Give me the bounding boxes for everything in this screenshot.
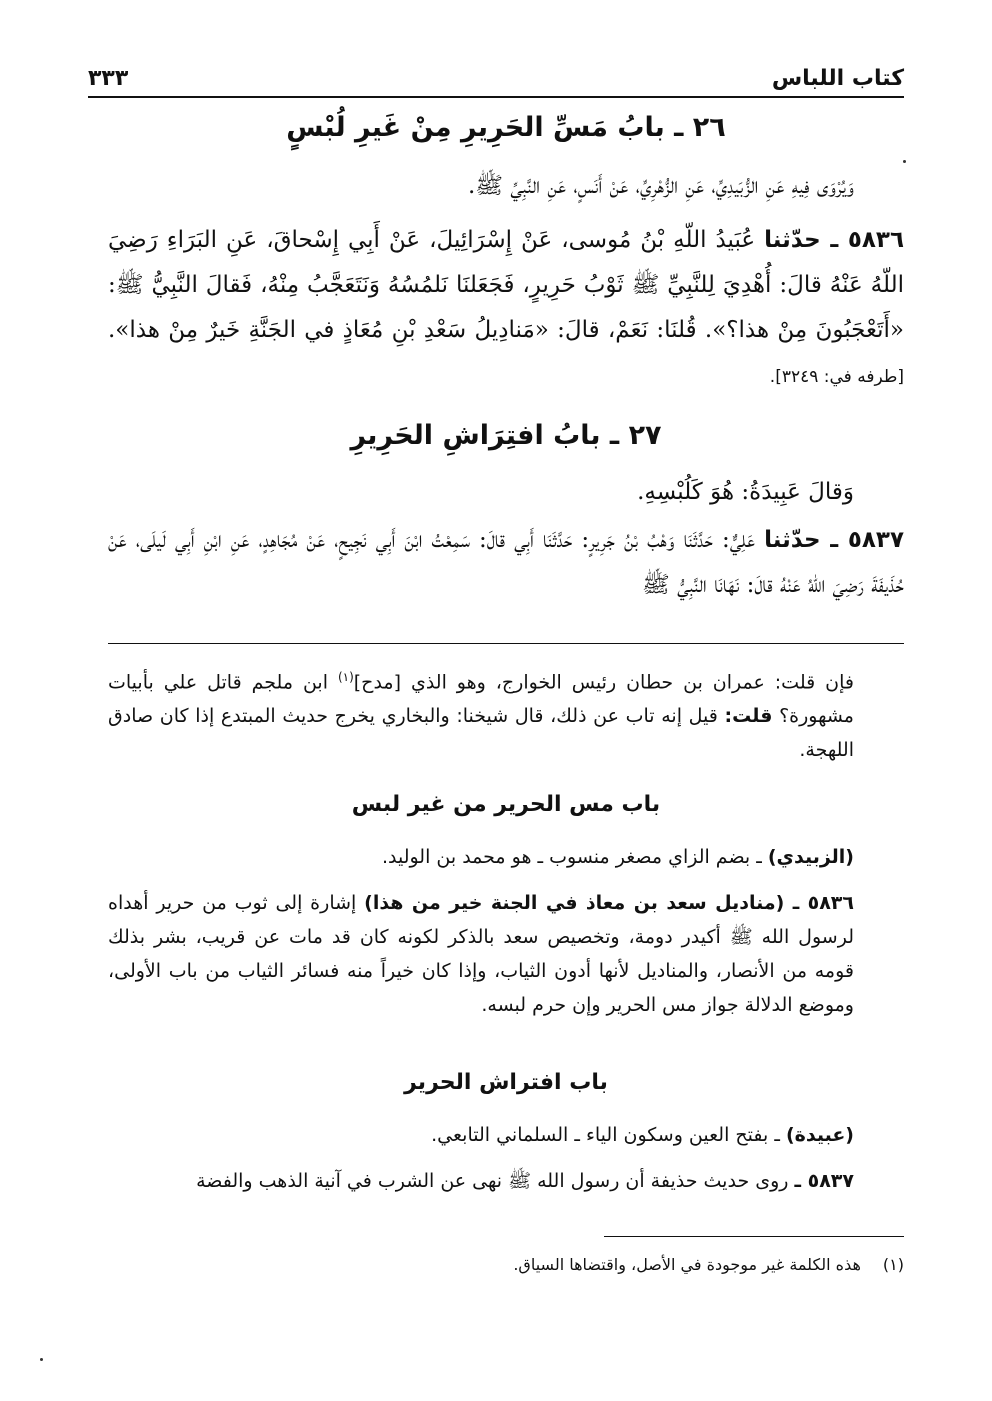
intro-text: فإن قلت: عمران بن حطان رئيس الخوارج، وهو الذي [مدح] bbox=[353, 671, 854, 694]
hadith-5836 bbox=[108, 218, 904, 400]
note-text: روى حديث حذيفة أن رسول الله ﷺ نهى عن الشرب في آنية الذهب والفضة bbox=[196, 1170, 795, 1192]
hadith-number: ٥٨٣٧ ـ حدّثنا bbox=[764, 527, 905, 553]
note-lead: (الزبيدي) bbox=[767, 846, 854, 868]
commentary-intro bbox=[108, 660, 904, 767]
narration-26: وَيُرْوَى فِيهِ عَنِ الزُّبَيدِيِّ، عَنِ الزُّهْرِيِّ، عَنْ أَنَسٍ، عَنِ النَّبِيِّ ﷺ. bbox=[467, 173, 854, 199]
page-header bbox=[88, 60, 904, 98]
note-text: ـ بضم الزاي مصغر منسوب ـ هو محمد بن الوليد. bbox=[381, 846, 768, 868]
cross-reference: [طرفه في: ٣٢٤٩]. bbox=[769, 367, 904, 387]
note-lead: ٥٨٣٦ ـ (مناديل سعد بن معاذ في الجنة خير من هذا) bbox=[364, 892, 854, 914]
footnote-reference: (١) bbox=[337, 670, 354, 684]
commentary-heading-1: باب مس الحرير من غير لبس bbox=[351, 792, 661, 817]
commentary-heading-2: باب افتراش الحرير bbox=[404, 1070, 608, 1095]
chapter-heading-26: ٢٦ ـ بابُ مَسِّ الحَرِيرِ مِنْ غَيرِ لُبْسٍ bbox=[286, 112, 726, 143]
footnote-marker: (١) bbox=[882, 1255, 904, 1274]
note-text: إشارة إلى ثوب من حرير أهداه لرسول الله ﷺ أكيدر دومة، وتخصيص سعد بالذكر لكونه كان قد مات عن قريب، بشر بذلك قومه من الأنصار، والمناديل لأنها أدون الثياب، وإذا كان خيراً منه فسائر الثياب من باب الأولى، وموضع الدلالة جواز مس الحرير وإن حرم لبسه. bbox=[108, 892, 854, 1016]
note-lead: ٥٨٣٧ ـ bbox=[794, 1170, 854, 1192]
footnote-text: هذه الكلمة غير موجودة في الأصل، واقتضاها السياق. bbox=[513, 1255, 861, 1274]
commentary-note-ubayda bbox=[108, 1118, 904, 1152]
intro-lead: قلت: bbox=[724, 705, 773, 728]
footnote bbox=[108, 1252, 904, 1278]
page-number: ٣٣٣ bbox=[88, 65, 129, 91]
scan-speck bbox=[903, 160, 906, 163]
note-text: ـ بفتح العين وسكون الياء ـ السلماني التابعي. bbox=[431, 1124, 786, 1146]
hadith-text: عَلِيٌّ: حَدَّثَنَا وَهْبُ بْنُ جَرِيرٍ: حَدَّثَنَا أَبِي قالَ: سَمِعْتُ ابْنَ أَبِي نَجِيحٍ، عَنْ مُجَاهِدٍ، عَنِ ابْنِ أَبِي لَيلَى، عَنْ حُذَيفَةَ رَضِيَ اللّهُ عَنْهُ قالَ: نَهَانَا النَّبِيُّ ﷺ bbox=[108, 527, 904, 598]
commentary-divider bbox=[108, 643, 904, 644]
commentary-note-5837 bbox=[108, 1164, 904, 1198]
hadith-number: ٥٨٣٦ ـ حدّثنا bbox=[764, 227, 905, 253]
footnote-divider bbox=[604, 1236, 904, 1237]
chapter-heading-27: ٢٧ ـ بابُ افتِرَاشِ الحَرِيرِ bbox=[350, 420, 662, 451]
book-title: كتاب اللباس bbox=[771, 65, 904, 91]
intro-text: قيل إنه تاب عن ذلك، قال شيخنا: والبخاري يخرج حديث المبتدع إذا كان صادق اللهجة. bbox=[108, 705, 854, 762]
hadith-text: عُبَيدُ اللّهِ بْنُ مُوسى، عَنْ إِسْرَائِيلَ، عَنْ أَبِي إِسْحاقَ، عَنِ البَرَاءِ رَضِيَ اللّهُ عَنْهُ قالَ: أُهْدِيَ لِلنَّبِيِّ ﷺ ثَوْبُ حَرِيرٍ، فَجَعَلنَا نَلمُسُهُ وَنَتَعَجَّبُ مِنْهُ، فَقالَ النَّبِيُّ ﷺ: «أَتَعْجَبُونَ مِنْ هذا؟». قُلنَا: نَعَمْ، قالَ: «مَنادِيلُ سَعْدِ بْنِ مُعَاذٍ في الجَنَّةِ خَيرٌ مِنْ هذا». bbox=[108, 227, 904, 343]
intro-text: ابن ملجم قاتل علي بأبيات مشهورة؟ bbox=[108, 671, 854, 728]
narration-27: وَقالَ عَبِيدَةُ: هُوَ كَلُبْسِهِ. bbox=[637, 479, 854, 505]
commentary-note-5836 bbox=[108, 886, 904, 1022]
hadith-5837 bbox=[108, 518, 904, 608]
note-lead: (عبيدة) bbox=[785, 1124, 854, 1146]
commentary-note-zubaydi bbox=[108, 840, 904, 874]
scan-speck bbox=[40, 1358, 43, 1361]
